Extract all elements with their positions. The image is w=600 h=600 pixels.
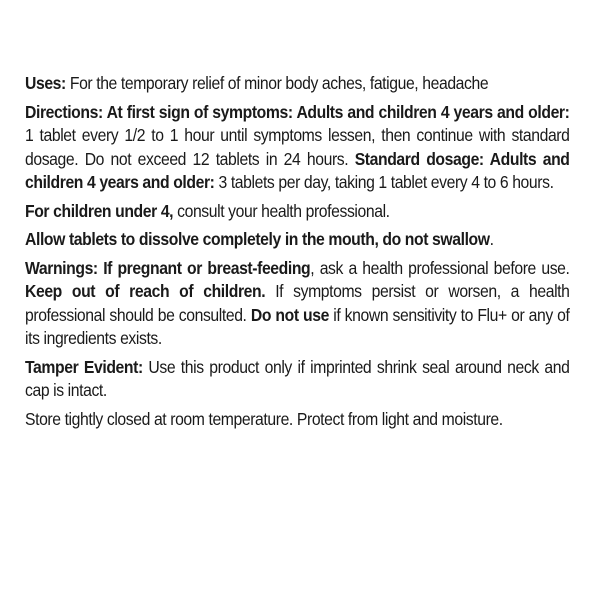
directions-text: 1 tablet every 1/2 to 1 hour until symptoms lessen, then continue with standard dosage. Do not exceed 12 tablets in 24 hours. [25,125,570,169]
tamper-section [25,356,570,403]
warnings-text-2: If symptoms persist or worsen, a health professional should be consulted. [25,281,570,325]
keep-out-of-reach: Keep out of reach of children. [25,281,266,301]
uses-section [25,72,570,96]
uses-heading: Uses: [25,73,66,93]
dissolve-text: Allow tablets to dissolve completely in the mouth, do not swallow [25,229,490,249]
warnings-section [25,257,570,351]
do-not-use: Do not use [250,304,329,325]
warnings-heading: Warnings: If pregnant or breast-feeding [25,257,311,278]
directions-heading: Directions: At first sign of symptoms: Adults and children 4 years and older: [25,101,570,122]
warnings-text-3: if known sensitivity to Flu+ or any of its ingredients exists. [25,304,570,348]
standard-dosage-text: 3 tablets per day, taking 1 tablet every 4 to 6 hours. [214,172,554,192]
directions-section [25,101,570,195]
tamper-heading: Tamper Evident: [25,356,143,377]
children-section [25,200,570,224]
storage-text: Store tightly closed at room temperature. Protect from light and moisture. [25,408,503,429]
tamper-text: Use this product only if imprinted shrink seal around neck and cap is intact. [25,356,570,400]
warnings-text-1: , ask a health professional before use. [310,257,570,278]
dissolve-period: . [489,229,494,249]
standard-dosage-heading: Standard dosage: Adults and children 4 years and older: [25,148,570,192]
storage-section [25,408,570,432]
children-heading: For children under 4, [25,200,174,221]
product-label-text [25,72,570,436]
children-text: consult your health professional. [173,200,390,221]
uses-text: For the temporary relief of minor body aches, fatigue, headache [65,73,489,93]
dissolve-section [25,228,570,252]
